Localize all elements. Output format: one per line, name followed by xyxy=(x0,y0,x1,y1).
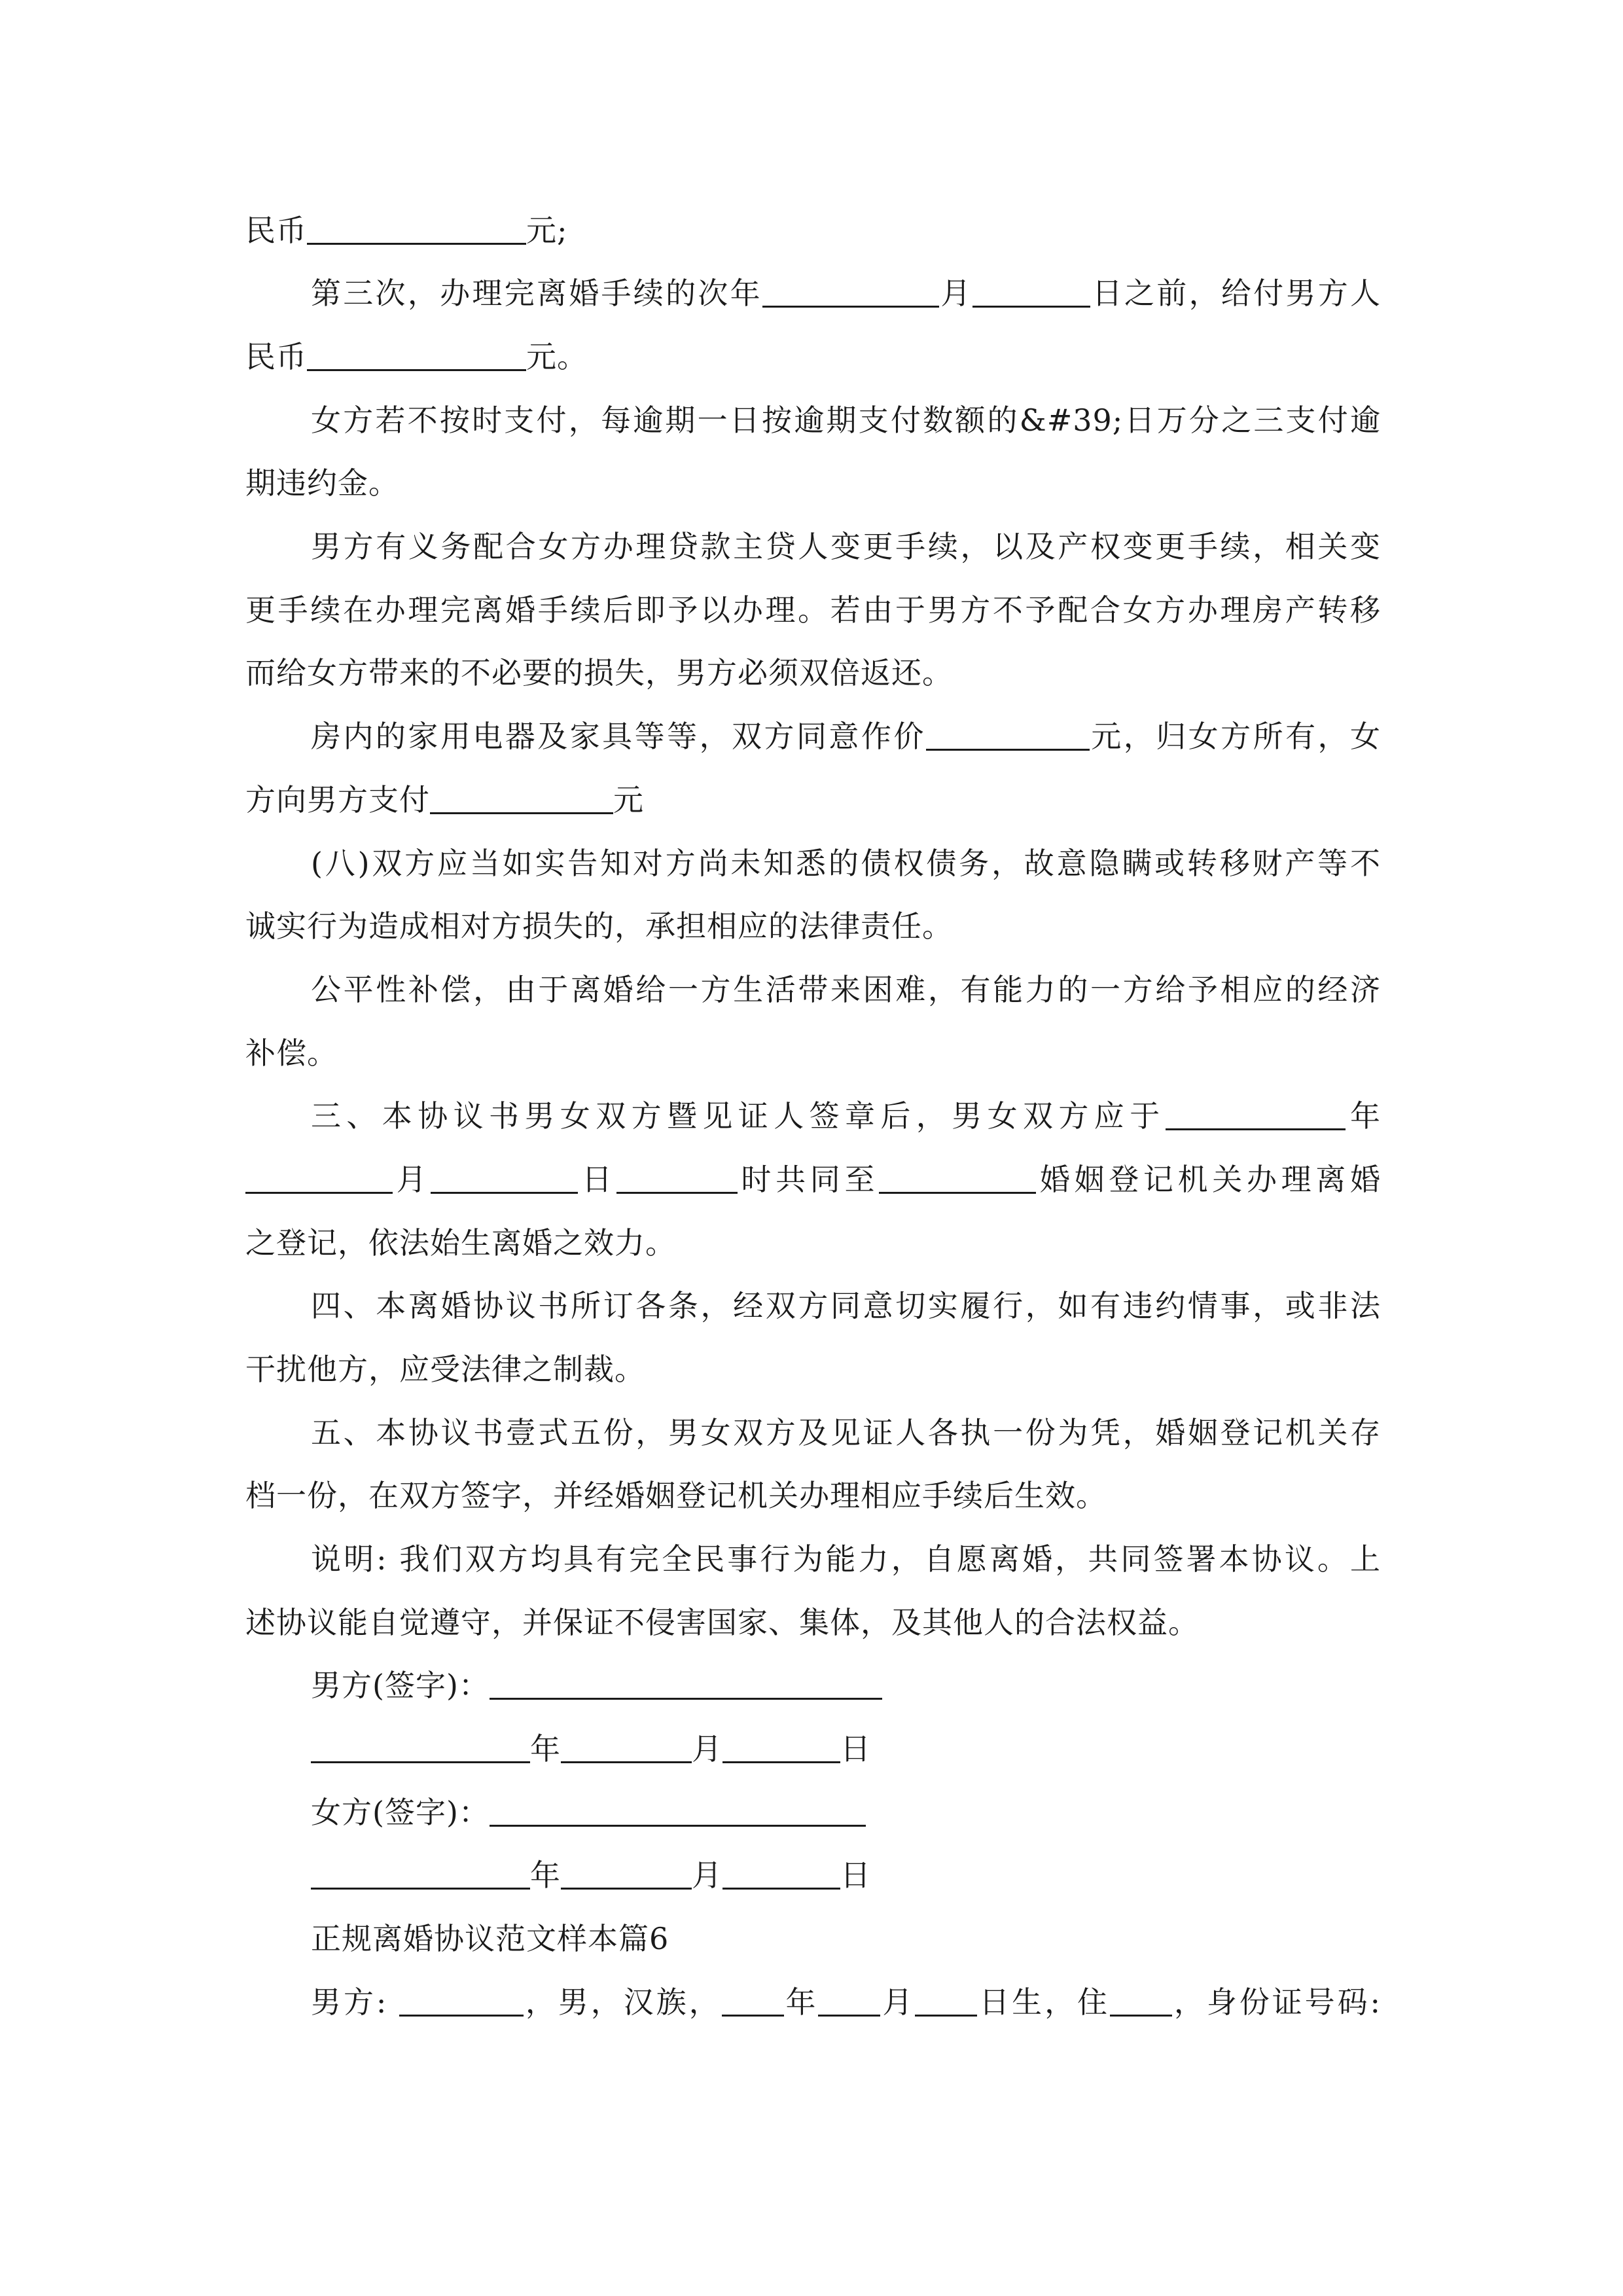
text: 民币 xyxy=(245,339,307,374)
text: 月 xyxy=(393,1162,431,1197)
text-line xyxy=(311,717,1381,756)
text: ，男，汉族， xyxy=(523,1984,722,2020)
female-signature-field xyxy=(490,1793,866,1827)
blank-field xyxy=(561,1856,692,1890)
text: 月 xyxy=(880,1984,916,2020)
text-line: 诚实行为造成相对方损失的，承担相应的法律责任。 xyxy=(245,908,953,944)
text: ，身份证号码: xyxy=(1171,1984,1381,2020)
text: 年 xyxy=(530,1731,561,1767)
male-signature-label: 男方(签字)： xyxy=(311,1668,490,1703)
text-line xyxy=(245,211,1381,250)
text-line: 期违约金。 xyxy=(245,465,399,501)
blank-field xyxy=(616,1160,738,1194)
text: 民币 xyxy=(245,213,307,248)
text-line: 档一份，在双方签字，并经婚姻登记机关办理相应手续后生效。 xyxy=(245,1478,1107,1513)
text-line: 男方有义务配合女方办理贷款主贷人变更手续，以及产权变更手续，相关变 xyxy=(311,529,1381,564)
text: 日生，住 xyxy=(977,1984,1110,2020)
text: 日 xyxy=(578,1162,616,1197)
text: 三、本协议书男女双方暨见证人签章后，男女双方应于 xyxy=(311,1098,1166,1134)
text-line: 之登记，依法始生离婚之效力。 xyxy=(245,1225,676,1261)
text-line: 公平性补偿，由于离婚给一方生活带来困难，有能力的一方给予相应的经济 xyxy=(311,972,1381,1007)
blank-field xyxy=(926,717,1090,751)
blank-field xyxy=(722,1983,784,2017)
blank-field xyxy=(311,1856,530,1890)
male-date-line xyxy=(311,1729,1381,1768)
blank-field xyxy=(1110,1983,1172,2017)
text-line xyxy=(245,1160,1381,1199)
blank-field xyxy=(915,1983,977,2017)
blank-field xyxy=(307,338,526,371)
text: 第三次，办理完离婚手续的次年 xyxy=(311,276,762,311)
text-line: 述协议能自觉遵守，并保证不侵害国家、集体，及其他人的合法权益。 xyxy=(245,1605,1199,1640)
blank-field xyxy=(818,1983,880,2017)
text: 元，归女方所有，女 xyxy=(1089,719,1382,754)
text: 年 xyxy=(530,1857,561,1893)
female-signature-label: 女方(签字)： xyxy=(311,1795,490,1830)
text-line: 更手续在办理完离婚手续后即予以办理。若由于男方不予配合女方办理房产转移 xyxy=(245,592,1381,628)
text: 日 xyxy=(840,1857,871,1893)
male-signature-field xyxy=(490,1666,882,1700)
text-line: 五、本协议书壹式五份，男女双方及见证人各执一份为凭，婚姻登记机关存 xyxy=(311,1415,1381,1450)
blank-field xyxy=(722,1856,840,1890)
blank-field xyxy=(430,781,613,814)
text: 元; xyxy=(526,213,568,248)
text-line: 说明: 我们双方均具有完全民事行为能力，自愿离婚，共同签署本协议。上 xyxy=(311,1541,1381,1577)
text: 时共同至 xyxy=(737,1162,880,1197)
text: 月 xyxy=(692,1857,722,1893)
blank-field xyxy=(399,1983,524,2017)
blank-field xyxy=(1166,1097,1346,1130)
text-line xyxy=(311,1096,1381,1136)
text-line: 补偿。 xyxy=(245,1035,338,1071)
text: 月 xyxy=(938,276,973,311)
text-line: 女方若不按时支付，每逾期一日按逾期支付数额的&#39;日万分之三支付逾 xyxy=(311,403,1381,438)
text: 月 xyxy=(692,1731,722,1767)
text-line xyxy=(311,1982,1381,2022)
text: 男方: xyxy=(311,1984,399,2020)
female-signature-line xyxy=(311,1793,1381,1832)
section-title: 正规离婚协议范文样本篇6 xyxy=(311,1921,669,1956)
text-line: 而给女方带来的不必要的损失，男方必须双倍返还。 xyxy=(245,655,953,691)
text: 元。 xyxy=(526,339,588,374)
blank-field xyxy=(762,274,939,308)
blank-field xyxy=(722,1730,840,1763)
blank-field xyxy=(431,1160,578,1194)
text: 年 xyxy=(1345,1098,1382,1134)
text: 方向男方支付 xyxy=(245,782,430,817)
text: 日 xyxy=(840,1731,871,1767)
text: 日之前，给付男方人 xyxy=(1090,276,1382,311)
text: 房内的家用电器及家具等等，双方同意作价 xyxy=(311,719,926,754)
text-line xyxy=(245,780,1381,819)
female-date-line xyxy=(311,1856,1381,1895)
blank-field xyxy=(972,274,1090,308)
text-line: 干扰他方，应受法律之制裁。 xyxy=(245,1352,645,1387)
blank-field xyxy=(311,1730,530,1763)
text-line xyxy=(245,337,1381,376)
text: 年 xyxy=(783,1984,819,2020)
text: 元 xyxy=(613,782,644,817)
text-line: 四、本离婚协议书所订各条，经双方同意切实履行，如有违约情事，或非法 xyxy=(311,1288,1381,1323)
blank-field xyxy=(561,1730,692,1763)
text: 婚姻登记机关办理离婚 xyxy=(1036,1162,1382,1197)
blank-field xyxy=(879,1160,1036,1194)
male-signature-line xyxy=(311,1666,1381,1705)
blank-field xyxy=(307,211,526,245)
text-line: (八)双方应当如实告知对方尚未知悉的债权债务，故意隐瞒或转移财产等不 xyxy=(311,846,1381,881)
blank-field xyxy=(245,1160,393,1194)
text-line xyxy=(311,274,1381,313)
